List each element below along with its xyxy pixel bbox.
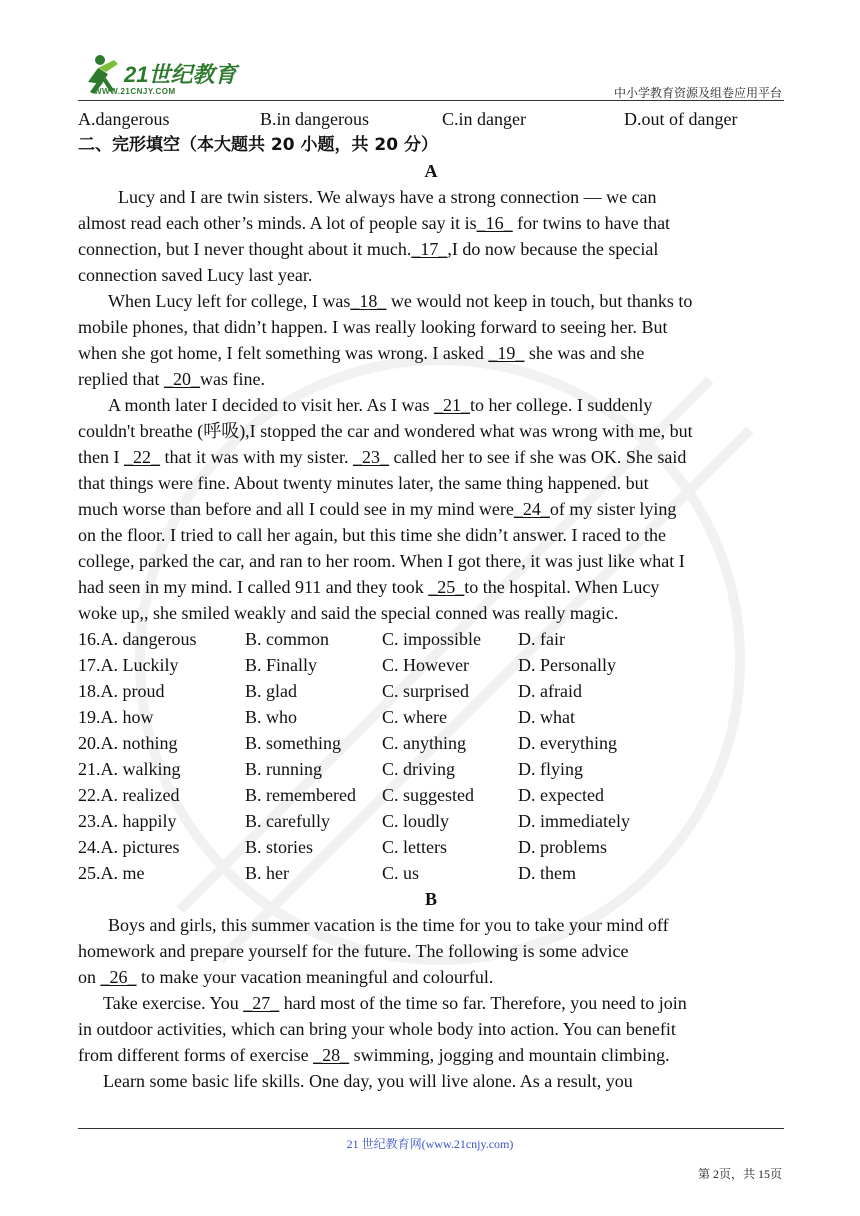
blank-19: _19_	[488, 343, 525, 363]
text-line: A month later I decided to visit her. As I was _21_to her college. I suddenly	[108, 395, 653, 415]
text-line: when she got home, I felt something was wrong. I asked _19_ she was and she	[78, 343, 645, 363]
text-line: mobile phones, that didn’t happen. I was really looking forward to seeing her. But	[78, 317, 668, 337]
question-row: 17.A. Luckily B. Finally C. However D. Personally	[78, 655, 616, 675]
text-line: from different forms of exercise _28_ swimming, jogging and mountain climbing.	[78, 1045, 670, 1065]
question-row: 19.A. how B. who C. where D. what	[78, 707, 575, 727]
blank-16: _16_	[476, 213, 513, 233]
blank-26: _26_	[100, 967, 137, 987]
q15-option-c: C.in danger	[442, 109, 526, 129]
text-line: Lucy and I are twin sisters. We always have a strong connection — we can	[118, 187, 657, 207]
header-rule	[78, 100, 784, 101]
text-line: almost read each other’s minds. A lot of people say it is_16_ for twins to have that	[78, 213, 671, 233]
text-line: in outdoor activities, which can bring your whole body into action. You can benefit	[78, 1019, 676, 1039]
text-line: that things were fine. About twenty minutes later, the same thing happened. but	[78, 473, 649, 493]
blank-25: _25_	[428, 577, 465, 597]
blank-27: _27_	[243, 993, 280, 1013]
platform-label: 中小学教育资源及组卷应用平台	[613, 86, 782, 100]
question-row: 24.A. pictures B. stories C. letters D. problems	[78, 837, 607, 857]
q15-option-b: B.in dangerous	[260, 109, 369, 129]
text-line: couldn't breathe (呼吸),I stopped the car and wondered what was wrong with me, but	[78, 421, 693, 441]
passage-a-paragraph-1	[78, 184, 784, 288]
text-line: homework and prepare yourself for the future. The following is some advice	[78, 941, 629, 961]
question-row: 16.A. dangerous B. common C. impossible D. fair	[78, 629, 565, 649]
passage-b-paragraph-2	[78, 990, 784, 1068]
text-line: connection saved Lucy last year.	[78, 265, 313, 285]
footer-rule	[78, 1128, 784, 1129]
blank-17: _17_	[411, 239, 448, 259]
svg-text:21世纪教育: 21世纪教育	[124, 62, 237, 87]
text-line: woke up,, she smiled weakly and said the special conned was really magic.	[78, 603, 619, 623]
passage-b-paragraph-1	[78, 912, 784, 990]
question-row: 22.A. realized B. remembered C. suggested D. expected	[78, 785, 604, 805]
question-row: 25.A. me B. her C. us D. them	[78, 863, 576, 883]
blank-24: _24_	[513, 499, 550, 519]
question-row: 21.A. walking B. running C. driving D. flying	[78, 759, 583, 779]
text-line: Boys and girls, this summer vacation is the time for you to take your mind off	[108, 915, 669, 935]
passage-b-paragraph-3	[78, 1068, 784, 1094]
passage-b-label: B	[424, 889, 437, 909]
blank-21: _21_	[433, 395, 470, 415]
text-line: Take exercise. You _27_ hard most of the time so far. Therefore, you need to join	[103, 993, 687, 1013]
blank-28: _28_	[313, 1045, 350, 1065]
blank-18: _18_	[350, 291, 387, 311]
text-line: on the floor. I tried to call her again, but this time she didn’t answer. I raced to the	[78, 525, 667, 545]
text-line: replied that _20_was fine.	[78, 369, 265, 389]
section-title: 二、完形填空（本大题共 20 小题，共 20 分）	[78, 135, 438, 155]
logo-site-text: WWW.21CNJY.COM	[94, 87, 176, 96]
q15-option-d: D.out of danger	[624, 109, 738, 129]
passage-a-questions	[78, 626, 784, 886]
q15-options	[78, 106, 784, 132]
text-line: When Lucy left for college, I was_18_ we would not keep in touch, but thanks to	[108, 291, 693, 311]
text-line: had seen in my mind. I called 911 and they took _25_to the hospital. When Lucy	[78, 577, 660, 597]
page-content	[78, 106, 784, 1094]
text-line: on _26_ to make your vacation meaningful and colourful.	[78, 967, 494, 987]
q15-option-a: A.dangerous	[78, 109, 170, 129]
text-line: much worse than before and all I could see in my mind were_24_of my sister lying	[78, 499, 677, 519]
text-line: then I _22_ that it was with my sister. _23_ called her to see if she was OK. She said	[78, 447, 687, 467]
text-line: connection, but I never thought about it much._17_,I do now because the special	[78, 239, 659, 259]
question-row: 18.A. proud B. glad C. surprised D. afraid	[78, 681, 582, 701]
passage-a-paragraph-2	[78, 288, 784, 392]
blank-20: _20_	[163, 369, 200, 389]
text-line: Learn some basic life skills. One day, you will live alone. As a result, you	[103, 1071, 633, 1091]
question-row: 20.A. nothing B. something C. anything D. everything	[78, 733, 617, 753]
passage-a-label: A	[424, 161, 438, 181]
question-row: 23.A. happily B. carefully C. loudly D. immediately	[78, 811, 630, 831]
page-header	[78, 52, 784, 102]
passage-a-paragraph-3	[78, 392, 784, 626]
blank-23: _23_	[352, 447, 389, 467]
footer-site-link[interactable]: 21 世纪教育网(www.21cnjy.com)	[346, 1137, 514, 1151]
blank-22: _22_	[123, 447, 160, 467]
text-line: college, parked the car, and ran to her room. When I got there, it was just like what I	[78, 551, 685, 571]
page-number: 第 2页，共 15页	[697, 1167, 782, 1181]
